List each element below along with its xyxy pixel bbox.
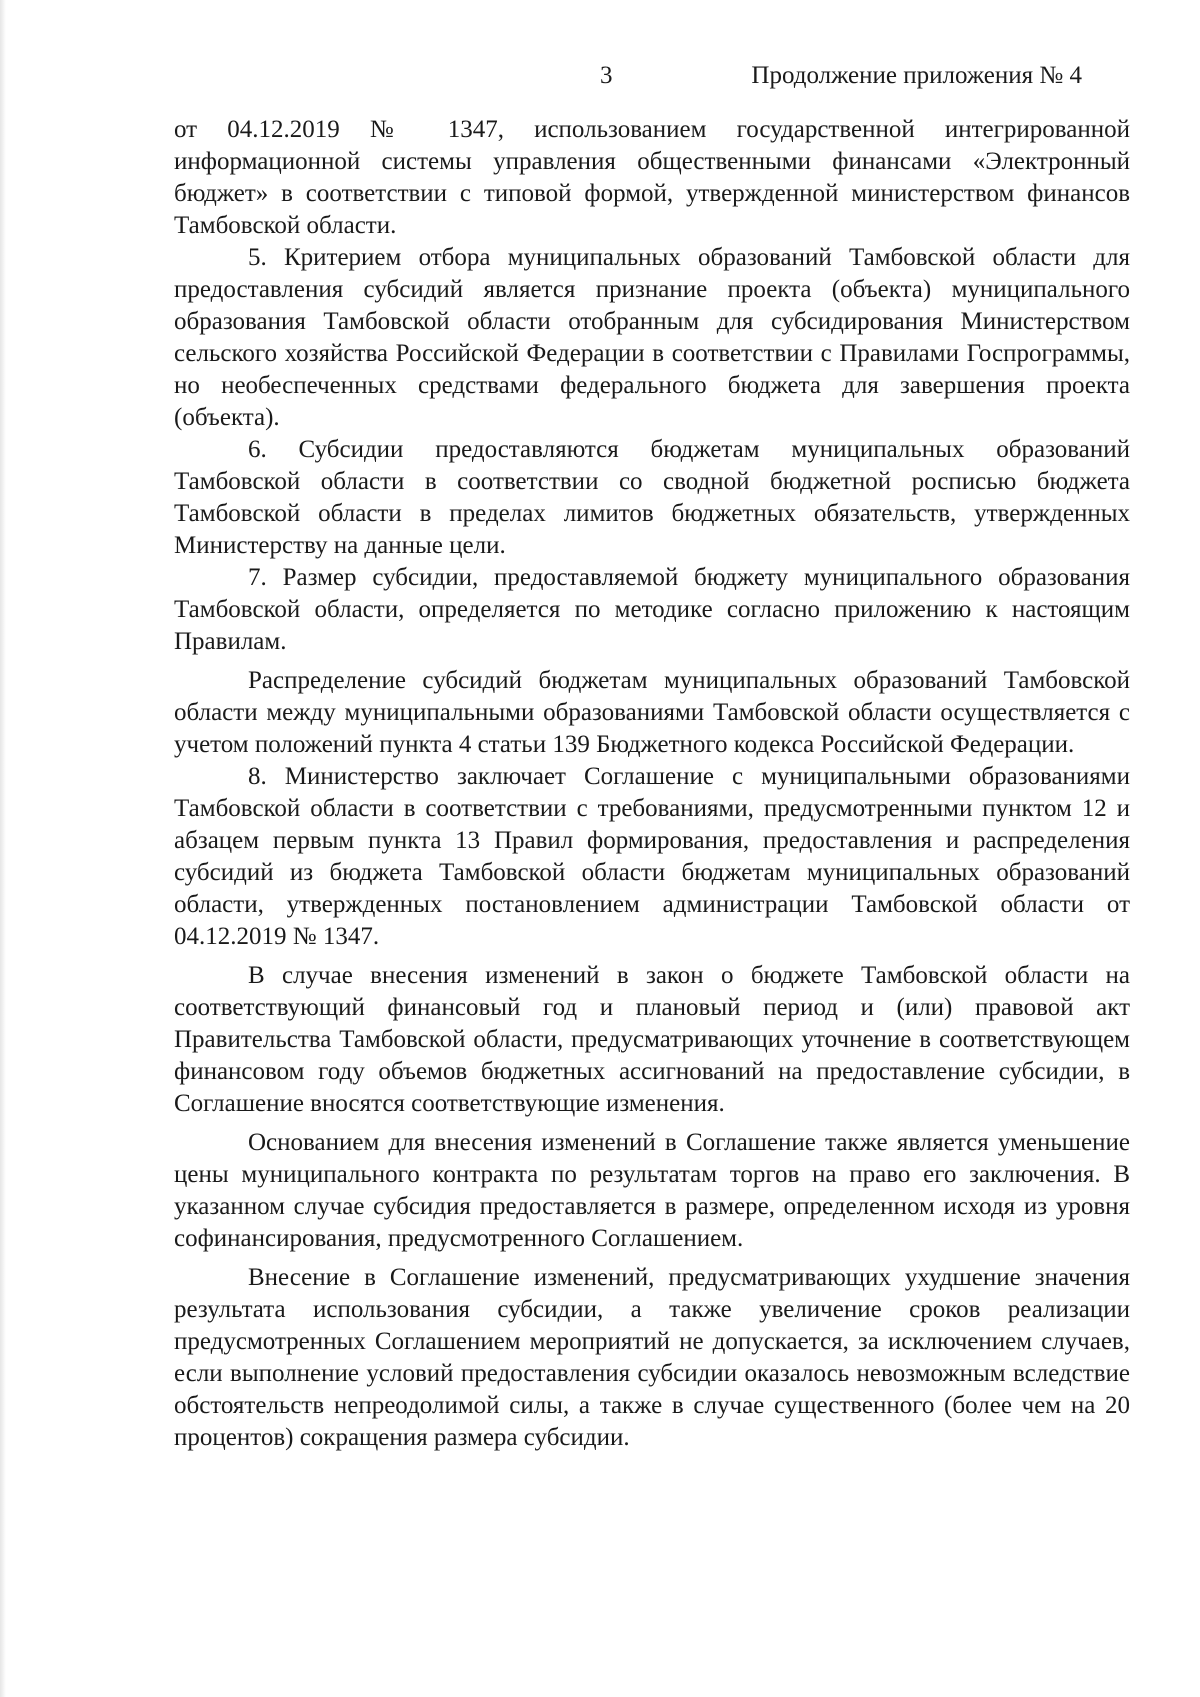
scan-edge-shadow xyxy=(0,0,6,1697)
page-header xyxy=(0,58,1200,94)
paragraph-distribution: Распределение субсидий бюджетам муниципальных образований Тамбовской области между муниципальными образованиями Тамбовской области осуществляется с учетом положений пункта 4 статьи 139 Бюджетного кодекса Российской Федерации. xyxy=(174,667,1130,758)
paragraph-continuation: от 04.12.2019 № 1347, использованием государственной интегрированной информационной системы управления общественными финансами «Электронный бюджет» в соответствии с типовой формой, утвержденной министерством финансов Тамбовской области. xyxy=(174,116,1130,239)
paragraph-item-6: 6. Субсидии предоставляются бюджетам муниципальных образований Тамбовской области в соответствии со сводной бюджетной росписью бюджета Тамбовской области в пределах лимитов бюджетных обязательств, утвержденных Министерству на данные цели. xyxy=(174,436,1130,559)
paragraph-budget-changes: В случае внесения изменений в закон о бюджете Тамбовской области на соответствующий финансовый год и плановый период и (или) правовой акт Правительства Тамбовской области, предусматривающих уточнение в соответствующем финансовом году объемов бюджетных ассигнований на предоставление субсидии, в Соглашение вносятся соответствующие изменения. xyxy=(174,962,1130,1117)
paragraph-agreement-changes: Внесение в Соглашение изменений, предусматривающих ухудшение значения результата использования субсидии, а также увеличение сроков реализации предусмотренных Соглашением мероприятий не допускается, за исключением случаев, если выполнение условий предоставления субсидии оказалось невозможным вследствие обстоятельств непреодолимой силы, а также в случае существенного (более чем на 20 процентов) сокращения размера субсидии. xyxy=(174,1264,1130,1451)
paragraph-item-8: 8. Министерство заключает Соглашение с муниципальными образованиями Тамбовской области в соответствии с требованиями, предусмотренными пунктом 12 и абзацем первым пункта 13 Правил формирования, предоставления и распределения субсидий из бюджета Тамбовской области бюджетам муниципальных образований области, утвержденных постановлением администрации Тамбовской области от 04.12.2019 № 1347. xyxy=(174,763,1130,950)
paragraph-contract-price: Основанием для внесения изменений в Соглашение также является уменьшение цены муниципального контракта по результатам торгов на право его заключения. В указанном случае субсидия предоставляется в размере, определенном исходя из уровня софинансирования, предусмотренного Соглашением. xyxy=(174,1129,1130,1252)
paragraph-item-7: 7. Размер субсидии, предоставляемой бюджету муниципального образования Тамбовской области, определяется по методике согласно приложению к настоящим Правилам. xyxy=(174,564,1130,655)
appendix-continuation-label: Продолжение приложения № 4 xyxy=(751,62,1082,89)
paragraph-item-5: 5. Критерием отбора муниципальных образований Тамбовской области для предоставления субсидий является признание проекта (объекта) муниципального образования Тамбовской области отобранным для субсидирования Министерством сельского хозяйства Российской Федерации в соответствии с Правилами Госпрограммы, но необеспеченных средствами федерального бюджета для завершения проекта (объекта). xyxy=(174,244,1130,431)
document-body xyxy=(174,114,1130,1454)
page-number: 3 xyxy=(600,62,613,89)
